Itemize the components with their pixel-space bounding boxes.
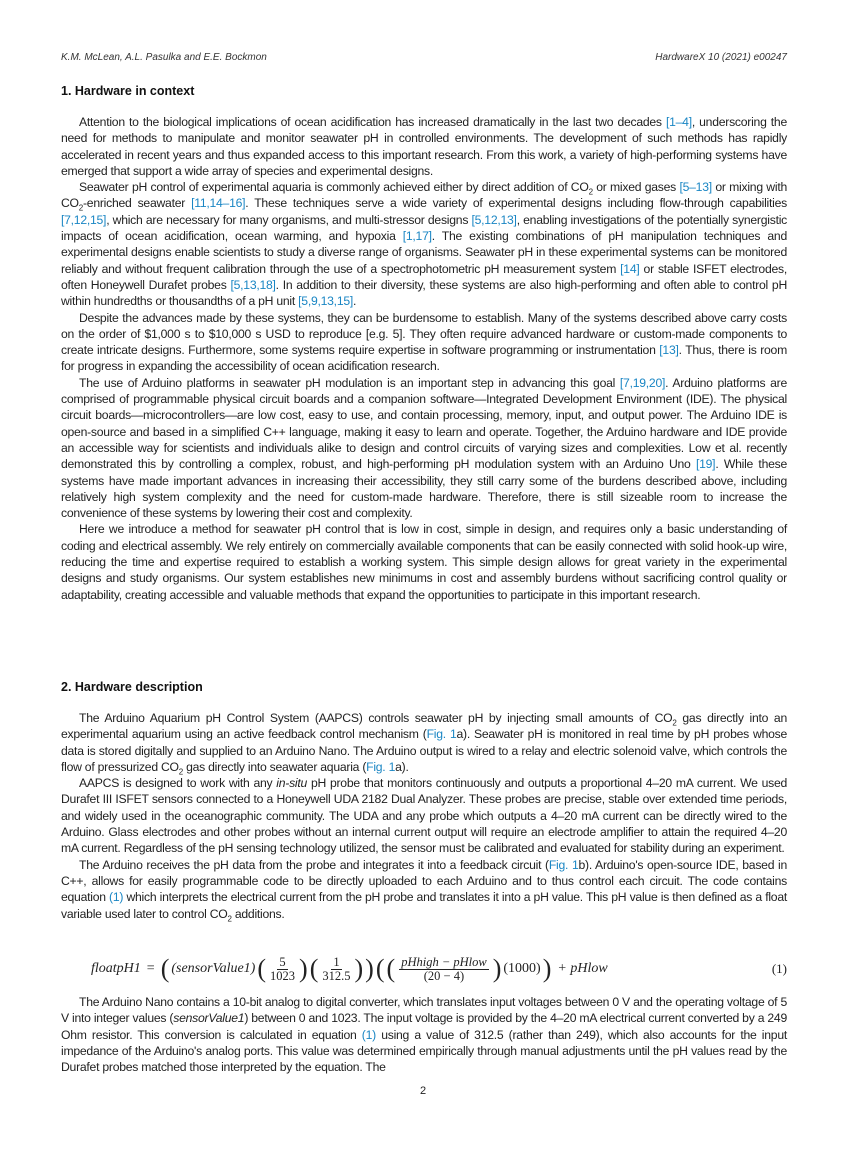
text-run: a). Seawater pH is monitored in real time by pH probes whose data is stored digitally and supplied to an Arduino Nano. The Arduino output is wired to a relay and electric solenoid valve, which controls the flow of pressurized CO xyxy=(61,727,788,774)
paragraph xyxy=(61,775,787,856)
eq-mult: (1000) xyxy=(503,961,541,976)
paragraph xyxy=(61,114,787,179)
eq-plus-phlow: + pHlow xyxy=(557,961,608,976)
text-run: . While these systems have made important advances in increasing their accessibility, they still carry some of the burdens described above, including relatively high system complexity and the need for custom-made hardware. Therefore, there is still sizeable room to increase the convenience of these systems by lowering their cost and complexity. xyxy=(61,457,787,521)
text-run: or mixing with CO xyxy=(61,180,787,211)
citation-link[interactable]: [13] xyxy=(659,343,679,358)
text-run: . Arduino platforms are comprised of programmable physical circuit boards and a companion software—Integrated Development Environment (IDE). The physical circuit boards—microcontrollers—are low cost, easy to use, and contain processing, memory, input, and output power. The Arduino IDE is open-source and based in a simplified C++ language, making it easy to learn and operate. Together, the Arduino hardware and IDE provide an accessible way for scientists and individuals alike to design and control circuits of varying sizes and complexities. Low et al. recently demonstrated this by controlling a complex, robust, and high-performing pH modulation system with an Arduino Uno xyxy=(61,375,787,472)
text-run: Seawater pH control of experimental aquaria is commonly achieved either by direct addition of CO xyxy=(79,180,589,195)
equation-1: floatpH1 = ( (sensorValue1) ( $\frac{5}{1023}$ ) ( $\frac{1}{312.5}$ ) ) ( ( $\frac{\text{pHhigh − pHlow}}{(20 - 4)}$ ) (1000) ) + pHlow (1) xyxy=(91,954,787,983)
citation-link[interactable]: [5,13,18] xyxy=(230,277,276,292)
subscript: 2 xyxy=(78,203,83,213)
citation-link[interactable]: Fig. 1 xyxy=(548,857,579,872)
section-hardware-in-context xyxy=(61,84,787,603)
citation-link[interactable]: (1) xyxy=(361,1027,376,1042)
text-run: The Arduino receives the pH data from the probe and integrates it into a feedback circuit ( xyxy=(79,857,549,872)
subscript: 2 xyxy=(672,718,677,728)
paragraph xyxy=(61,521,787,602)
citation-link[interactable]: [5,12,13] xyxy=(471,212,517,227)
eq-frac-1 xyxy=(270,956,295,983)
subscript: 2 xyxy=(588,187,593,197)
text-run: b). Arduino's open-source IDE, based in C++, allows for easily programmable code to be directly uploaded to each Arduino and to thus control each circuit. The code contains equation xyxy=(61,857,787,905)
citation-link[interactable]: [5,9,13,15] xyxy=(298,294,354,309)
eq-lhs: floatpH1 xyxy=(91,961,141,976)
text-run: pH probe that monitors continuously and outputs a proportional 4–20 mA current. We used Durafet III ISFET sensors connected to a Honeywell UDA 2182 Dual Analyzer. These probes are precise, stable over extended time periods, and widely used in the oceanographic community. The UDA and any probe which outputs a 4–20 mA current can be directly wired to the Arduino. Glass electrodes and other probes without an internal current output will require an electrode amplifier to attain the required 4–20 mA current. Regardless of the pH sensing technology utilized, the sensor must be calibrated and evaluated for stability during an experiment. xyxy=(61,776,788,856)
citation-link[interactable]: [1–4] xyxy=(665,115,692,129)
citation-link[interactable]: Fig. 1 xyxy=(426,727,457,742)
citation-link[interactable]: [5–13] xyxy=(679,180,712,195)
paragraph xyxy=(61,857,787,922)
text-run: ) between 0 and 1023. The input voltage is provided by the 4–20 mA electrical current converted by a 249 Ohm resistor. This conversion is calculated in equation xyxy=(61,1011,787,1042)
text-run: The Arduino Nano contains a 10-bit analog to digital converter, which translates input voltages between 0 V and the operating voltage of 5 V into integer values ( xyxy=(61,995,787,1026)
eq-frac-2 xyxy=(322,956,350,983)
text-run: . Thus, there is room for progress in expanding the accessibility of ocean acidification research. xyxy=(61,343,787,374)
text-run: gas directly into an experimental aquarium using an active feedback control mechanism ( xyxy=(61,711,787,742)
text-run: Despite the advances made by these systems, they can be burdensome to establish. Many of the systems described above carry costs on the order of $1,000 s to $10,000 s USD to reproduce [e.g. 5]. They often require advanced hardware or custom-made components to create intricate designs. Furthermore, some systems require expertise in software programming or instrumentation xyxy=(61,310,787,358)
running-header-journal: HardwareX 10 (2021) e00247 xyxy=(655,52,787,63)
eq-frac-3 xyxy=(399,956,489,983)
paragraph xyxy=(61,375,787,522)
citation-link[interactable]: [1,17] xyxy=(402,229,432,244)
text-run: . These techniques serve a wide variety of experimental designs including flow-through capabilities xyxy=(245,196,787,211)
text-run: AAPCS is designed to work with any xyxy=(79,776,277,791)
denominator: 312.5 xyxy=(322,968,351,983)
text-run: Attention to the biological implications of ocean acidification has increased dramatically in the last two decades xyxy=(79,115,666,129)
paragraph xyxy=(61,310,787,375)
text-run: which interprets the electrical current from the pH probe and translates it into a pH value. This pH value is then defined as a float variable used later to control CO xyxy=(61,890,787,921)
text-run: gas directly into seawater aquaria ( xyxy=(182,759,367,774)
paragraph-after-equation xyxy=(61,994,787,1075)
page-number: 2 xyxy=(419,1085,427,1097)
equation-number: (1) xyxy=(771,961,787,976)
text-run: , underscoring the need for methods to manipulate and monitor seawater pH in controlled environments. The development of such methods has rapidly accelerated in recent years and thus expanded access to this important research. From this work, a variety of high-performing systems have emerged that support a wide array of species and experimental designs. xyxy=(61,115,787,178)
denominator: (20 − 4) xyxy=(423,968,465,983)
text-run: using a value of 312.5 (rather than 249), which also accounts for the input impedance of the Arduino's analog ports. This value was determined empirically through manual adjustments until the pH values read by the Durafet probes matched those interpreted by the equation. The xyxy=(61,1027,787,1075)
numerator: 5 xyxy=(279,954,286,969)
running-header-authors: K.M. McLean, A.L. Pasulka and E.E. Bockmon xyxy=(61,52,267,63)
text-run: or stable ISFET electrodes, often Honeywell Durafet probes xyxy=(61,261,787,292)
numerator: 1 xyxy=(333,954,340,969)
citation-link[interactable]: [7,12,15] xyxy=(61,212,107,227)
text-run: The Arduino Aquarium pH Control System (AAPCS) controls seawater pH by injecting small amounts of CO xyxy=(79,711,673,725)
text-run: -enriched seawater xyxy=(82,196,192,211)
section-hardware-description xyxy=(61,680,787,922)
text-run: , enabling investigations of the potentially synergistic impacts of ocean acidification, ocean warming, and hypoxia xyxy=(61,212,788,244)
citation-link[interactable]: Fig. 1 xyxy=(366,759,396,774)
paragraph xyxy=(61,179,787,309)
paragraph xyxy=(61,710,787,775)
citation-link[interactable]: [11,14–16] xyxy=(191,196,246,211)
paragraph xyxy=(61,994,787,1075)
italic-text: sensorValue1 xyxy=(173,1011,245,1026)
denominator: 1023 xyxy=(270,968,296,983)
text-run: . The existing combinations of pH manipulation techniques and experimental designs enable scientists to study a diverse range of organisms. Seawater pH in these experimental systems can be monitored reliably and without frequent calibration through the use of a spectrophotometric pH measurement system xyxy=(61,229,787,276)
section-heading: 1. Hardware in context xyxy=(61,84,195,98)
citation-link[interactable]: [14] xyxy=(620,261,640,276)
italic-text: in-situ xyxy=(276,776,308,791)
subscript: 2 xyxy=(227,914,232,923)
section-heading: 2. Hardware description xyxy=(61,680,203,694)
text-run: , which are necessary for many organisms, and multi-stressor designs xyxy=(106,212,472,227)
subscript: 2 xyxy=(178,767,183,777)
citation-link[interactable]: (1) xyxy=(109,890,124,905)
text-run: The use of Arduino platforms in seawater pH modulation is an important step in advancing this goal xyxy=(79,375,620,390)
eq-equals: = xyxy=(146,961,155,976)
citation-link[interactable]: [7,19,20] xyxy=(619,375,666,390)
text-run: . xyxy=(353,294,357,309)
numerator: pHhigh − pHlow xyxy=(401,954,487,969)
text-run: additions. xyxy=(231,906,285,921)
text-run: or mixed gases xyxy=(592,180,680,195)
text-run: . In addition to their diversity, these systems are also high-performing and often able to control pH within hundredths or thousandths of a pH unit xyxy=(61,277,788,309)
text-run: a). xyxy=(395,759,409,774)
text-run: Here we introduce a method for seawater pH control that is low in cost, simple in design, and requires only a basic understanding of coding and electrical assembly. We rely entirely on commercially available components that can be easily connected with solid hook-up wire, reducing the time and expertise required to establish a working system. This simple design allows for great variety in the experimental designs and study organisms. Our system establishes new minimums in cost and assembly burdens without sacrificing control quality or adaptability, creating accessible and valuable methods that expand the opportunities to participate in this important research. xyxy=(61,522,787,602)
citation-link[interactable]: [19] xyxy=(695,457,716,472)
eq-sensor: (sensorValue1) xyxy=(171,961,256,976)
